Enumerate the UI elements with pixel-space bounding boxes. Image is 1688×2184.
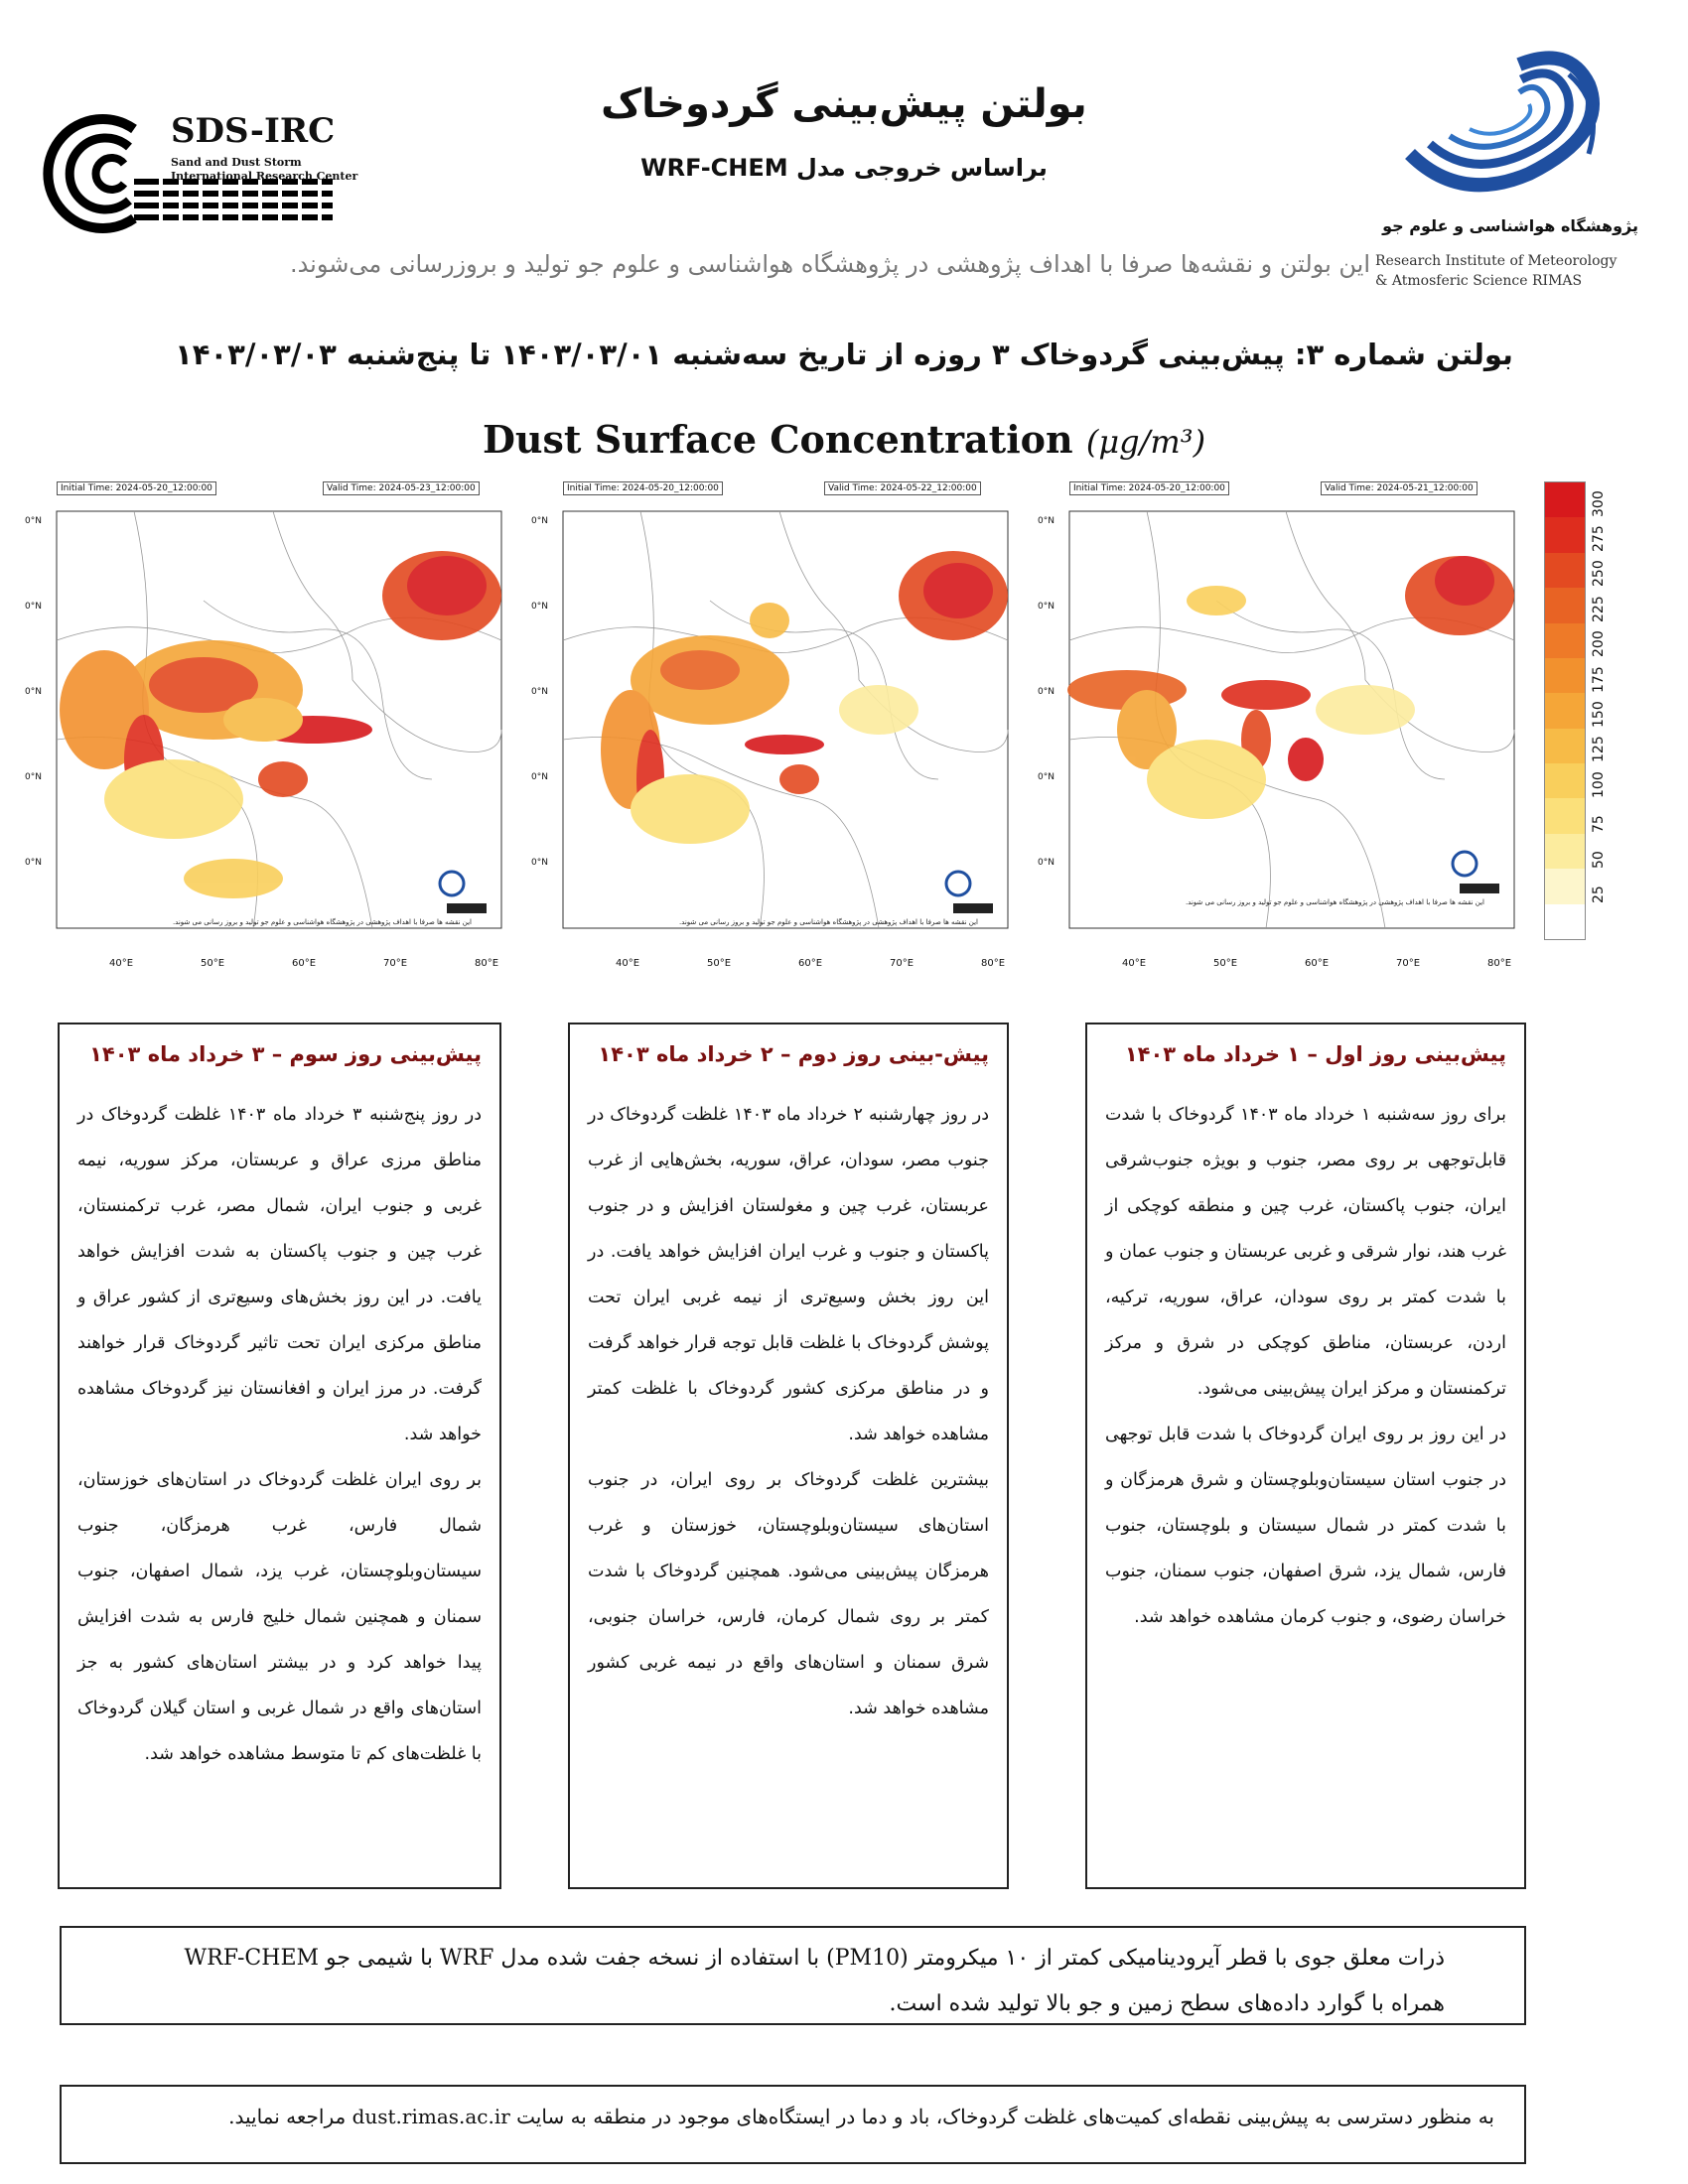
research-disclaimer: این بولتن و نقشه‌ها صرفا با اهداف پژوهشی در پژوهشگاه هواشناسی و علوم جو تولید و بروزرسانی می‌شوند.: [289, 250, 1370, 278]
map-day1-initial-time: Initial Time: 2024-05-20_12:00:00: [1069, 481, 1229, 495]
map-title: [0, 417, 1688, 462]
colorbar-swatches: [1544, 481, 1586, 940]
logo-right-english-1: Research Institute of Meteorology: [1375, 253, 1618, 269]
lon-tick-label: 80°E: [981, 958, 1006, 969]
forecast-day1-title: پیش‌بینی روز اول – ۱ خرداد ماه ۱۴۰۳: [1124, 1042, 1506, 1066]
colorbar-swatch: [1545, 517, 1585, 552]
lat-tick-label: 0°N: [1038, 772, 1055, 782]
bulletin-title: بولتن پیش‌بینی گردوخاک: [601, 81, 1087, 127]
lat-tick-label: 0°N: [1038, 602, 1055, 612]
lat-tick-label: 0°N: [25, 858, 42, 868]
bulletin-subtitle: براساس خروجی مدل WRF-CHEM: [640, 154, 1048, 182]
logo-left-sub2: International Research Center: [171, 170, 358, 183]
lat-tick-label: 0°N: [25, 602, 42, 612]
colorbar-tick-label: 225: [1591, 596, 1607, 622]
colorbar-swatch: [1545, 763, 1585, 798]
forecast-day2-paragraph-1: در روز چهارشنبه ۲ خرداد ماه ۱۴۰۳ غلظت گردوخاک در جنوب مصر، سودان، عراق، سوریه، بخش‌هایی از غرب عربستان، غرب چین و مغولستان افزایش و در جنوب پاکستان و جنوب و غرب ایران افزایش خواهد یافت. در این روز بخش وسیع‌تری از نیمه غربی ایران تحت پوشش گردوخاک با غلظت قابل توجه قرار خواهد گرفت و در مناطق مرکزی کشور گردوخاک با غلظت کمتر مشاهده خواهد شد.: [588, 1105, 990, 1444]
colorbar-tick-label: 275: [1591, 525, 1607, 553]
colorbar-tick-label: 250: [1591, 560, 1607, 588]
colorbar-swatch: [1545, 588, 1585, 622]
colorbar-swatch: [1545, 693, 1585, 728]
colorbar-tick-label: 175: [1591, 665, 1607, 693]
pm10-model-note: ذرات معلق جوی با قطر آیرودینامیکی کمتر از ۱۰ میکرومتر (PM10) با استفاده از نسخه جفت شده مدل WRF با شیمی جو WRF-CHEM همراه با گوارد داده‌های سطح زمین و جو بالا تولید شده است.: [60, 1926, 1526, 2025]
colorbar-swatch: [1545, 869, 1585, 903]
lat-tick-label: 0°N: [531, 772, 548, 782]
rimas-logo-icon: [1390, 45, 1628, 213]
lon-tick-label: 40°E: [1122, 958, 1147, 969]
lon-tick-label: 70°E: [890, 958, 914, 969]
map-day3-plot: [55, 481, 511, 948]
website-note: به منظور دسترسی به پیش‌بینی نقطه‌ای کمیت‌های غلظت گردوخاک، باد و دما در ایستگاه‌های موجود در منطقه به سایت dust.rimas.ac.ir مراجعه نمایید.: [60, 2085, 1526, 2164]
colorbar-ticks: [1589, 481, 1618, 938]
colorbar-swatch: [1545, 623, 1585, 658]
map-day3: [55, 481, 511, 948]
lat-tick-label: 0°N: [1038, 687, 1055, 697]
lon-tick-label: 70°E: [1396, 958, 1421, 969]
colorbar-swatch: [1545, 553, 1585, 588]
map-day1-plot: [1067, 481, 1524, 948]
lon-tick-label: 70°E: [383, 958, 408, 969]
forecast-day2-box: [568, 1023, 1009, 1889]
colorbar-tick-label: 200: [1591, 630, 1607, 658]
lat-tick-label: 0°N: [531, 602, 548, 612]
forecast-day1-paragraph-2: در این روز بر روی ایران گردوخاک با شدت قابل توجهی در جنوب استان سیستان‌وبلوچستان و شرق هرمزگان و با شدت کمتر در شمال سیستان و بلوچستان، جنوب فارس، شمال یزد، شرق اصفهان، جنوب سمنان، جنوب خراسان رضوی، و جنوب کرمان مشاهده خواهد شد.: [1105, 1425, 1506, 1627]
lon-tick-label: 80°E: [1487, 958, 1512, 969]
map-title-unit: (μg/m³): [1085, 423, 1206, 461]
logo-right-english-2: & Atmosferic Science RIMAS: [1375, 273, 1583, 289]
forecast-day2-title: پیش-بینی روز دوم – ۲ خرداد ماه ۱۴۰۳: [598, 1042, 989, 1066]
map-day1-valid-time: Valid Time: 2024-05-21_12:00:00: [1321, 481, 1477, 495]
map-day3-watermark: این نقشه ها صرفا با اهداف پژوهشی در پژوهشگاه هواشناسی و علوم جو تولید و بروز رسانی می شوند.: [172, 918, 472, 926]
colorbar-swatch: [1545, 798, 1585, 833]
logo-left-name: SDS-IRC: [171, 111, 336, 151]
lat-tick-label: 0°N: [25, 687, 42, 697]
map-day3-valid-time: Valid Time: 2024-05-23_12:00:00: [323, 481, 480, 495]
colorbar-tick-label: 150: [1591, 701, 1607, 728]
colorbar-tick-label: 125: [1591, 736, 1607, 763]
map-day2-watermark: این نقشه ها صرفا با اهداف پژوهشی در پژوهشگاه هواشناسی و علوم جو تولید و بروز رسانی می شوند.: [678, 918, 978, 926]
logo-left-sub1: Sand and Dust Storm: [171, 156, 302, 169]
map-day1: [1067, 481, 1524, 948]
map-day1-watermark: این نقشه ها صرفا با اهداف پژوهشی در پژوهشگاه هواشناسی و علوم جو تولید و بروز رسانی می شوند.: [1185, 898, 1484, 906]
map-day2: [561, 481, 1018, 948]
colorbar: [1544, 481, 1614, 938]
colorbar-swatch: [1545, 658, 1585, 693]
lat-tick-label: 0°N: [531, 858, 548, 868]
forecast-day3-box: [58, 1023, 501, 1889]
colorbar-swatch: [1545, 729, 1585, 763]
lon-tick-label: 40°E: [109, 958, 134, 969]
lat-tick-label: 0°N: [25, 516, 42, 526]
forecast-day2-paragraph-2: بیشترین غلظت گردوخاک بر روی ایران، در جنوب استان‌های سیستان‌وبلوچستان، خوزستان و غرب هرمزگان پیش‌بینی می‌شود. همچنین گردوخاک با شدت کمتر بر روی شمال کرمان، فارس، خراسان جنوبی، شرق سمنان و استان‌های واقع در نیمه غربی کشور مشاهده خواهد شد.: [588, 1470, 989, 1718]
colorbar-tick-label: 100: [1591, 771, 1607, 798]
forecast-day3-paragraph-2: بر روی ایران غلظت گردوخاک در استان‌های خوزستان، شمال فارس، غرب هرمزگان، جنوب سیستان‌وبلوچستان، غرب یزد، شمال اصفهان، جنوب سمنان و همچنین شمال خلیج فارس به شدت افزایش پیدا خواهد کرد و در بیشتر استان‌های کشور به جز استان‌های واقع در شمال غربی و استان گیلان گردوخاک با غلظت‌های کم تا متوسط مشاهده خواهد شد.: [77, 1470, 482, 1764]
colorbar-tick-label: 25: [1591, 886, 1607, 903]
colorbar-tick-label: 75: [1591, 815, 1607, 834]
map-day2-initial-time: Initial Time: 2024-05-20_12:00:00: [563, 481, 723, 495]
map-day2-valid-time: Valid Time: 2024-05-22_12:00:00: [824, 481, 981, 495]
lat-tick-label: 0°N: [531, 687, 548, 697]
lon-tick-label: 60°E: [1305, 958, 1330, 969]
colorbar-swatch: [1545, 904, 1585, 939]
lon-tick-label: 50°E: [1213, 958, 1238, 969]
lon-tick-label: 40°E: [616, 958, 640, 969]
colorbar-tick-label: 300: [1591, 489, 1607, 517]
lat-tick-label: 0°N: [531, 516, 548, 526]
lon-tick-label: 60°E: [798, 958, 823, 969]
lat-tick-label: 0°N: [1038, 858, 1055, 868]
colorbar-tick-label: 50: [1591, 850, 1607, 869]
map-day2-plot: [561, 481, 1018, 948]
lon-tick-label: 60°E: [292, 958, 317, 969]
bulletin-number-line: بولتن شماره ۳: پیش‌بینی گردوخاک ۳ روزه از تاریخ سه‌شنبه ۱۴۰۳/۰۳/۰۱ تا پنج‌شنبه ۱۴۰۳/۰۳/۰۳: [175, 338, 1513, 371]
forecast-day1-box: [1085, 1023, 1526, 1889]
forecast-day3-title: پیش‌بینی روز سوم – ۳ خرداد ماه ۱۴۰۳: [89, 1042, 482, 1066]
lon-tick-label: 50°E: [201, 958, 225, 969]
map-title-text: Dust Surface Concentration: [482, 417, 1073, 462]
forecast-day3-paragraph-1: در روز پنج‌شنبه ۳ خرداد ماه ۱۴۰۳ غلظت گردوخاک در مناطق مرزی عراق و عربستان، مرکز سوریه، نیمه غربی و جنوب ایران، شمال مصر، غرب ترکمنستان، غرب چین و جنوب پاکستان به شدت افزایش خواهد یافت. در این روز بخش‌های وسیع‌تری از کشور عراق و مناطق مرکزی ایران تحت تاثیر گردوخاک قرار خواهند گرفت. در مرز ایران و افغانستان نیز گردوخاک مشاهده خواهد شد.: [77, 1105, 483, 1444]
colorbar-swatch: [1545, 834, 1585, 869]
logo-right-persian: پژوهشگاه هواشناسی و علوم جو: [1382, 216, 1638, 235]
map-day3-initial-time: Initial Time: 2024-05-20_12:00:00: [57, 481, 216, 495]
colorbar-swatch: [1545, 482, 1585, 517]
lat-tick-label: 0°N: [25, 772, 42, 782]
forecast-day1-paragraph-1: برای روز سه‌شنبه ۱ خرداد ماه ۱۴۰۳ گردوخاک با شدت قابل‌توجهی بر روی مصر، جنوب و بویژه جنوب‌شرقی ایران، جنوب پاکستان، غرب چین و منطقه کوچکی از غرب هند، نوار شرقی و غربی عربستان و جنوب عمان و با شدت کمتر بر روی سودان، عراق، سوریه، ترکیه، اردن، عربستان، مناطق کوچکی در شرق و مرکز ترکمنستان و مرکز ایران پیش‌بینی می‌شود.: [1105, 1105, 1507, 1399]
lon-tick-label: 80°E: [475, 958, 499, 969]
lon-tick-label: 50°E: [707, 958, 732, 969]
lat-tick-label: 0°N: [1038, 516, 1055, 526]
